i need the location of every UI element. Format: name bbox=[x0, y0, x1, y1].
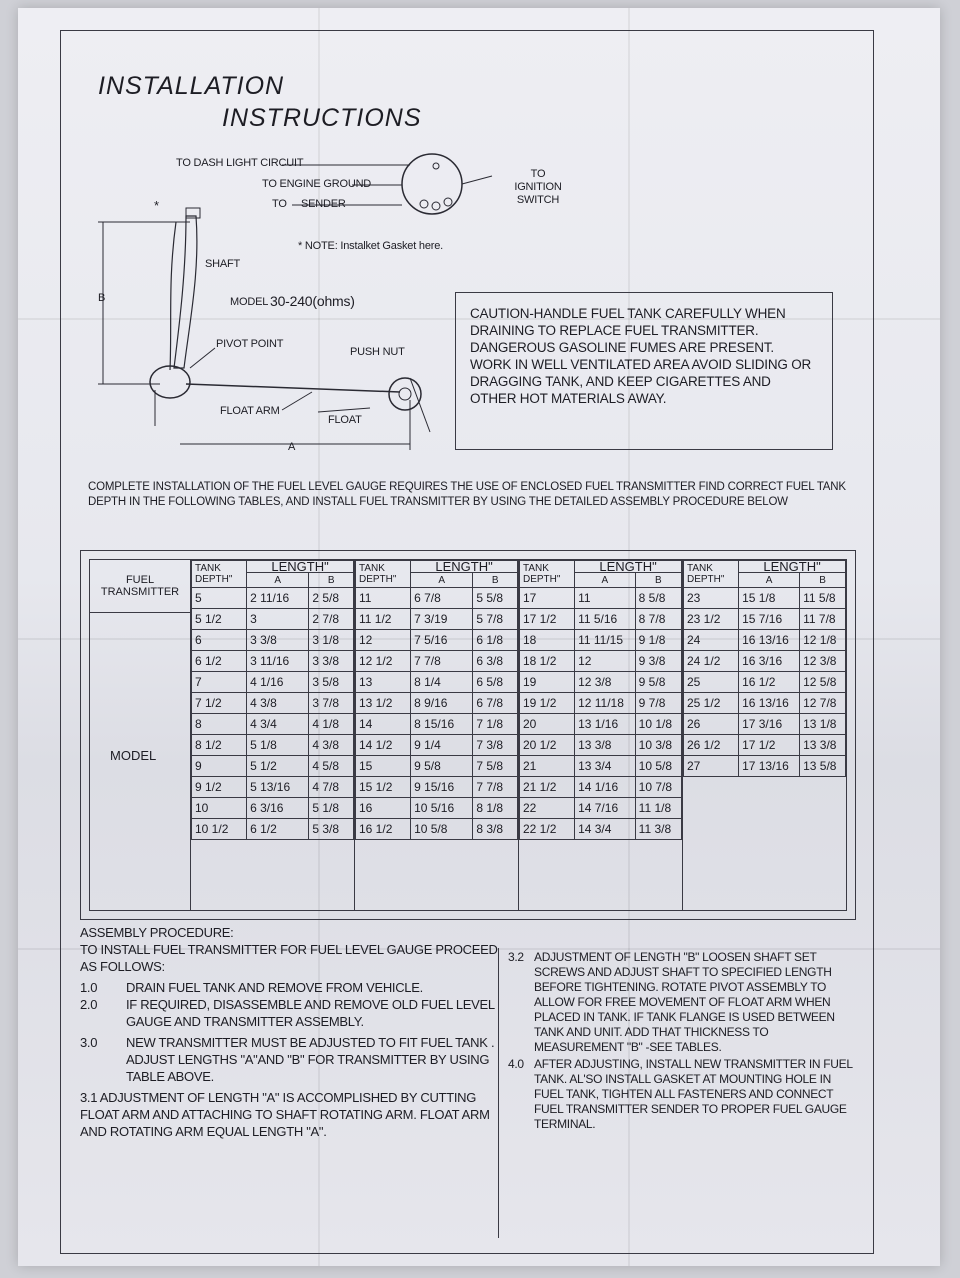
tank-depth-cell: 20 1/2 bbox=[520, 735, 575, 756]
tank-depth-cell: 20 bbox=[520, 714, 575, 735]
tank-depth-cell: 6 1/2 bbox=[192, 651, 247, 672]
tank-depth-cell: 18 1/2 bbox=[520, 651, 575, 672]
length-b-cell: 10 1/8 bbox=[635, 714, 681, 735]
float-leader bbox=[318, 408, 370, 412]
length-a-cell: 6 1/2 bbox=[247, 819, 309, 840]
tank-depth-cell: 22 1/2 bbox=[520, 819, 575, 840]
table-row bbox=[192, 588, 354, 609]
col-a-header: A bbox=[247, 573, 309, 588]
table-row bbox=[192, 609, 354, 630]
tank-depth-header: TANK DEPTH" bbox=[684, 561, 739, 588]
label-float: FLOAT bbox=[328, 414, 362, 426]
length-a-cell: 7 5/16 bbox=[411, 630, 473, 651]
length-a-cell: 16 13/16 bbox=[739, 630, 800, 651]
table-row bbox=[192, 672, 354, 693]
table-row bbox=[356, 798, 518, 819]
length-b-cell: 4 3/8 bbox=[309, 735, 354, 756]
length-b-cell: 13 1/8 bbox=[800, 714, 846, 735]
tank-depth-cell: 17 1/2 bbox=[520, 609, 575, 630]
length-b-cell: 6 1/8 bbox=[473, 630, 518, 651]
label-engine-ground: TO ENGINE GROUND bbox=[262, 178, 372, 190]
length-b-cell: 10 7/8 bbox=[635, 777, 681, 798]
length-b-cell: 12 5/8 bbox=[800, 672, 846, 693]
caution-box: CAUTION-HANDLE FUEL TANK CAREFULLY WHEN DRAINING TO REPLACE FUEL TRANSMITTER. DANGEROUS GASOLINE FUMES ARE PRESENT. WORK IN WELL VENTILATED AREA AVOID SLIDING OR DRAGGING TANK, AND KEEP CIGARETTES AND OTHER HOT MATERIALS AWAY. bbox=[455, 292, 833, 450]
length-b-cell: 2 5/8 bbox=[309, 588, 354, 609]
length-a-cell: 12 3/8 bbox=[575, 672, 636, 693]
length-b-cell: 3 1/8 bbox=[309, 630, 354, 651]
length-a-cell: 17 3/16 bbox=[739, 714, 800, 735]
tank-depth-header: TANK DEPTH" bbox=[192, 561, 247, 588]
push-nut-line bbox=[410, 378, 430, 432]
length-header: LENGTH" bbox=[739, 561, 846, 573]
tank-depth-cell: 15 1/2 bbox=[356, 777, 411, 798]
length-b-cell: 8 3/8 bbox=[473, 819, 518, 840]
length-b-cell: 6 3/8 bbox=[473, 651, 518, 672]
col-a-header: A bbox=[739, 573, 800, 588]
table-group-4 bbox=[683, 560, 846, 910]
float-inner bbox=[399, 388, 411, 400]
title-instructions: INSTRUCTIONS bbox=[222, 104, 422, 132]
table-row bbox=[192, 777, 354, 798]
table-row bbox=[192, 735, 354, 756]
table-row bbox=[684, 714, 846, 735]
label-a: A bbox=[288, 441, 296, 453]
length-b-cell: 7 3/8 bbox=[473, 735, 518, 756]
length-a-cell: 5 1/2 bbox=[247, 756, 309, 777]
tank-depth-cell: 16 1/2 bbox=[356, 819, 411, 840]
length-a-cell: 8 1/4 bbox=[411, 672, 473, 693]
length-a-cell: 5 13/16 bbox=[247, 777, 309, 798]
table-row bbox=[192, 651, 354, 672]
length-a-cell: 9 15/16 bbox=[411, 777, 473, 798]
table-row bbox=[520, 651, 682, 672]
tank-depth-cell: 23 bbox=[684, 588, 739, 609]
length-a-cell: 14 3/4 bbox=[575, 819, 636, 840]
length-b-cell: 9 7/8 bbox=[635, 693, 681, 714]
length-b-cell: 3 7/8 bbox=[309, 693, 354, 714]
length-a-cell: 16 3/16 bbox=[739, 651, 800, 672]
length-a-cell: 11 bbox=[575, 588, 636, 609]
table-row bbox=[356, 756, 518, 777]
table-group-1 bbox=[191, 560, 355, 910]
length-a-cell: 15 1/8 bbox=[739, 588, 800, 609]
assembly-procedure-left bbox=[80, 924, 500, 1140]
tank-depth-cell: 14 1/2 bbox=[356, 735, 411, 756]
label-gasket-note: * NOTE: Instalket Gasket here. bbox=[298, 240, 444, 252]
table-row bbox=[192, 819, 354, 840]
shaft-ground-wire bbox=[170, 222, 176, 370]
length-a-cell: 4 1/16 bbox=[247, 672, 309, 693]
col-b-header: B bbox=[635, 573, 681, 588]
table-row bbox=[192, 798, 354, 819]
length-a-cell: 8 9/16 bbox=[411, 693, 473, 714]
tank-depth-cell: 13 1/2 bbox=[356, 693, 411, 714]
gauge-terminal-i bbox=[444, 198, 452, 206]
length-b-cell: 12 3/8 bbox=[800, 651, 846, 672]
length-b-cell: 5 5/8 bbox=[473, 588, 518, 609]
tank-depth-cell: 7 bbox=[192, 672, 247, 693]
length-b-cell: 5 3/8 bbox=[309, 819, 354, 840]
table-row bbox=[520, 714, 682, 735]
length-table bbox=[89, 559, 847, 911]
length-a-cell: 7 7/8 bbox=[411, 651, 473, 672]
label-b: B bbox=[98, 292, 106, 304]
length-a-cell: 14 7/16 bbox=[575, 798, 636, 819]
step-3-1: 3.1 ADJUSTMENT OF LENGTH "A" IS ACCOMPLISHED BY CUTTING FLOAT ARM AND ATTACHING TO SHAFT ROTATING ARM. FLOAT ARM AND ROTATING ARM EQUAL LENGTH "A". bbox=[80, 1090, 490, 1139]
table-row bbox=[520, 588, 682, 609]
table-row bbox=[356, 672, 518, 693]
table-row bbox=[356, 651, 518, 672]
table-row bbox=[684, 756, 846, 777]
tank-depth-cell: 27 bbox=[684, 756, 739, 777]
length-b-cell: 4 1/8 bbox=[309, 714, 354, 735]
tank-depth-cell: 13 bbox=[356, 672, 411, 693]
length-b-cell: 7 1/8 bbox=[473, 714, 518, 735]
length-a-cell: 7 3/19 bbox=[411, 609, 473, 630]
label-model-value: 30-240(ohms) bbox=[270, 293, 355, 309]
length-b-cell: 9 5/8 bbox=[635, 672, 681, 693]
length-a-cell: 9 1/4 bbox=[411, 735, 473, 756]
gauge-terminal-s bbox=[420, 200, 428, 208]
label-model: MODEL bbox=[230, 296, 269, 308]
length-b-cell: 12 1/8 bbox=[800, 630, 846, 651]
col-b-header: B bbox=[800, 573, 846, 588]
tank-depth-cell: 14 bbox=[356, 714, 411, 735]
assembly-heading: ASSEMBLY PROCEDURE: bbox=[80, 925, 234, 940]
step-3-number: 3.0 bbox=[80, 1035, 98, 1050]
float-arm-line bbox=[186, 384, 400, 392]
table-row bbox=[192, 714, 354, 735]
tank-depth-cell: 16 bbox=[356, 798, 411, 819]
length-a-cell: 5 1/8 bbox=[247, 735, 309, 756]
length-header: LENGTH" bbox=[247, 561, 354, 573]
table-row bbox=[684, 735, 846, 756]
length-b-cell: 8 7/8 bbox=[635, 609, 681, 630]
table-row bbox=[684, 630, 846, 651]
table-row bbox=[520, 756, 682, 777]
length-b-cell: 11 7/8 bbox=[800, 609, 846, 630]
length-b-cell: 11 3/8 bbox=[635, 819, 681, 840]
length-a-cell: 16 13/16 bbox=[739, 693, 800, 714]
label-shaft: SHAFT bbox=[205, 258, 241, 270]
tank-depth-cell: 19 bbox=[520, 672, 575, 693]
length-a-cell: 2 11/16 bbox=[247, 588, 309, 609]
length-a-cell: 3 11/16 bbox=[247, 651, 309, 672]
step-2 bbox=[80, 996, 500, 1030]
tank-depth-cell: 10 bbox=[192, 798, 247, 819]
col-a-header: A bbox=[575, 573, 636, 588]
length-a-cell: 12 bbox=[575, 651, 636, 672]
length-b-cell: 8 1/8 bbox=[473, 798, 518, 819]
table-row bbox=[520, 672, 682, 693]
tank-depth-cell: 5 1/2 bbox=[192, 609, 247, 630]
tank-depth-cell: 5 bbox=[192, 588, 247, 609]
length-a-cell: 17 13/16 bbox=[739, 756, 800, 777]
table-row bbox=[356, 693, 518, 714]
tank-depth-cell: 24 bbox=[684, 630, 739, 651]
tank-depth-cell: 9 bbox=[192, 756, 247, 777]
length-b-cell: 7 7/8 bbox=[473, 777, 518, 798]
length-a-cell: 11 5/16 bbox=[575, 609, 636, 630]
assembly-divider bbox=[498, 948, 499, 1238]
tank-depth-cell: 8 bbox=[192, 714, 247, 735]
tank-depth-cell: 12 1/2 bbox=[356, 651, 411, 672]
label-sender: TO SENDER bbox=[272, 198, 346, 210]
length-a-cell: 8 15/16 bbox=[411, 714, 473, 735]
step-1-number: 1.0 bbox=[80, 980, 98, 995]
tank-depth-cell: 11 1/2 bbox=[356, 609, 411, 630]
length-a-cell: 15 7/16 bbox=[739, 609, 800, 630]
table-row bbox=[684, 672, 846, 693]
table-row bbox=[520, 819, 682, 840]
table-row bbox=[192, 630, 354, 651]
table-row bbox=[192, 756, 354, 777]
length-b-cell: 5 1/8 bbox=[309, 798, 354, 819]
length-a-cell: 4 3/8 bbox=[247, 693, 309, 714]
tank-depth-cell: 15 bbox=[356, 756, 411, 777]
step-2-number: 2.0 bbox=[80, 997, 98, 1012]
length-a-cell: 6 3/16 bbox=[247, 798, 309, 819]
step-2-text: IF REQUIRED, DISASSEMBLE AND REMOVE OLD FUEL LEVEL GAUGE AND TRANSMITTER ASSEMBLY. bbox=[126, 997, 495, 1029]
tank-depth-cell: 7 1/2 bbox=[192, 693, 247, 714]
label-asterisk: * bbox=[154, 198, 159, 213]
length-a-cell: 10 5/16 bbox=[411, 798, 473, 819]
length-b-cell: 5 7/8 bbox=[473, 609, 518, 630]
tank-depth-header: TANK DEPTH" bbox=[356, 561, 411, 588]
tank-depth-cell: 23 1/2 bbox=[684, 609, 739, 630]
label-float-arm: FLOAT ARM bbox=[220, 405, 280, 417]
length-a-cell: 11 11/15 bbox=[575, 630, 636, 651]
step-3-text: NEW TRANSMITTER MUST BE ADJUSTED TO FIT FUEL TANK . ADJUST LENGTHS "A"AND "B" FOR TRANSMITTER BY USING TABLE ABOVE. bbox=[126, 1035, 495, 1084]
length-a-cell: 14 1/16 bbox=[575, 777, 636, 798]
table-row bbox=[684, 693, 846, 714]
step-4-number: 4.0 bbox=[508, 1057, 524, 1071]
tank-depth-header: TANK DEPTH" bbox=[520, 561, 575, 588]
table-group-3 bbox=[519, 560, 683, 910]
table-row bbox=[356, 735, 518, 756]
step-4 bbox=[508, 1057, 858, 1132]
shaft-tube bbox=[174, 216, 197, 368]
tank-depth-cell: 24 1/2 bbox=[684, 651, 739, 672]
length-b-cell: 10 5/8 bbox=[635, 756, 681, 777]
table-row bbox=[684, 609, 846, 630]
tank-depth-cell: 22 bbox=[520, 798, 575, 819]
length-a-cell: 13 3/4 bbox=[575, 756, 636, 777]
table-row bbox=[684, 651, 846, 672]
length-b-cell: 12 7/8 bbox=[800, 693, 846, 714]
length-b-cell: 10 3/8 bbox=[635, 735, 681, 756]
pivot-body bbox=[150, 366, 190, 398]
model-label: MODEL bbox=[110, 748, 157, 763]
table-row bbox=[520, 630, 682, 651]
length-b-cell: 11 1/8 bbox=[635, 798, 681, 819]
label-dash-light: TO DASH LIGHT CIRCUIT bbox=[176, 157, 304, 169]
tank-depth-cell: 10 1/2 bbox=[192, 819, 247, 840]
length-b-cell: 9 3/8 bbox=[635, 651, 681, 672]
table-row bbox=[520, 798, 682, 819]
length-b-cell: 13 3/8 bbox=[800, 735, 846, 756]
col-a-header: A bbox=[411, 573, 473, 588]
table-group-2 bbox=[355, 560, 519, 910]
fuel-transmitter-column bbox=[90, 560, 191, 910]
length-a-cell: 16 1/2 bbox=[739, 672, 800, 693]
length-b-cell: 4 5/8 bbox=[309, 756, 354, 777]
step-3-2-text: ADJUSTMENT OF LENGTH "B" LOOSEN SHAFT SET SCREWS AND ADJUST SHAFT TO SPECIFIED LENGTH BEFORE TIGHTENING. ROTATE PIVOT ASSEMBLY TO ALLOW FOR FREE MOVEMENT OF FLOAT ARM WHEN PLACED IN TANK. IF TANK FLANGE IS USED BETWEEN TANK AND UNIT. ADD THAT THICKNESS TO MEASUREMENT "B" -SEE TABLES. bbox=[534, 950, 835, 1054]
length-b-cell: 7 5/8 bbox=[473, 756, 518, 777]
fuel-transmitter-header: FUEL TRANSMITTER bbox=[90, 560, 190, 613]
tank-depth-cell: 26 1/2 bbox=[684, 735, 739, 756]
tank-depth-cell: 18 bbox=[520, 630, 575, 651]
length-b-cell: 9 1/8 bbox=[635, 630, 681, 651]
table-row bbox=[192, 693, 354, 714]
length-b-cell: 13 5/8 bbox=[800, 756, 846, 777]
tank-depth-cell: 21 bbox=[520, 756, 575, 777]
table-row bbox=[356, 714, 518, 735]
length-b-cell: 11 5/8 bbox=[800, 588, 846, 609]
tank-depth-cell: 6 bbox=[192, 630, 247, 651]
tank-depth-cell: 19 1/2 bbox=[520, 693, 575, 714]
col-b-header: B bbox=[473, 573, 518, 588]
step-3-2-number: 3.2 bbox=[508, 950, 524, 964]
table-row bbox=[520, 609, 682, 630]
length-b-cell: 2 7/8 bbox=[309, 609, 354, 630]
length-a-cell: 6 7/8 bbox=[411, 588, 473, 609]
length-a-cell: 17 1/2 bbox=[739, 735, 800, 756]
table-row bbox=[356, 609, 518, 630]
table-row bbox=[520, 693, 682, 714]
length-b-cell: 6 7/8 bbox=[473, 693, 518, 714]
tank-depth-cell: 11 bbox=[356, 588, 411, 609]
length-b-cell: 8 5/8 bbox=[635, 588, 681, 609]
tank-depth-cell: 12 bbox=[356, 630, 411, 651]
tank-depth-cell: 9 1/2 bbox=[192, 777, 247, 798]
length-b-cell: 3 3/8 bbox=[309, 651, 354, 672]
table-row bbox=[520, 735, 682, 756]
float-arm-leader bbox=[282, 392, 312, 410]
length-b-cell: 4 7/8 bbox=[309, 777, 354, 798]
sender-diagram bbox=[0, 0, 500, 470]
step-4-text: AFTER ADJUSTING, INSTALL NEW TRANSMITTER IN FUEL TANK. AL'SO INSTALL GASKET AT MOUNTING HOLE IN FUEL TANK, TIGHTEN ALL FASTENERS AND CONNECT FUEL TRANSMITTER SENDER TO PROPER FUEL GAUGE TERMINAL. bbox=[534, 1057, 853, 1131]
length-a-cell: 10 5/8 bbox=[411, 819, 473, 840]
length-a-cell: 3 bbox=[247, 609, 309, 630]
length-a-cell: 9 5/8 bbox=[411, 756, 473, 777]
wire-ignition bbox=[462, 176, 492, 184]
tank-depth-cell: 21 1/2 bbox=[520, 777, 575, 798]
col-b-header: B bbox=[309, 573, 354, 588]
length-a-cell: 12 11/18 bbox=[575, 693, 636, 714]
length-b-cell: 3 5/8 bbox=[309, 672, 354, 693]
gauge-lamp bbox=[433, 163, 439, 169]
length-table-frame bbox=[80, 550, 856, 920]
tank-depth-cell: 25 1/2 bbox=[684, 693, 739, 714]
table-row bbox=[356, 630, 518, 651]
table-row bbox=[684, 588, 846, 609]
label-pivot-point: PIVOT POINT bbox=[216, 338, 284, 350]
length-header: LENGTH" bbox=[575, 561, 682, 573]
step-3-2 bbox=[508, 950, 858, 1055]
length-header: LENGTH" bbox=[411, 561, 518, 573]
table-row bbox=[356, 819, 518, 840]
step-1 bbox=[80, 979, 500, 996]
assembly-procedure-right bbox=[508, 950, 858, 1132]
tank-depth-cell: 17 bbox=[520, 588, 575, 609]
intro-paragraph: COMPLETE INSTALLATION OF THE FUEL LEVEL GAUGE REQUIRES THE USE OF ENCLOSED FUEL TRANSMITTER FIND CORRECT FUEL TANK DEPTH IN THE FOLLOWING TABLES, AND INSTALL FUEL TRANSMITTER BY USING THE DETAILED ASSEMBLY PROCEDURE BELOW bbox=[88, 481, 846, 508]
label-ignition: TO IGNITION SWITCH bbox=[514, 168, 562, 206]
step-3 bbox=[80, 1034, 500, 1085]
length-a-cell: 13 3/8 bbox=[575, 735, 636, 756]
tank-depth-cell: 8 1/2 bbox=[192, 735, 247, 756]
label-push-nut: PUSH NUT bbox=[350, 346, 405, 358]
length-a-cell: 3 3/8 bbox=[247, 630, 309, 651]
length-a-cell: 4 3/4 bbox=[247, 714, 309, 735]
length-b-cell: 6 5/8 bbox=[473, 672, 518, 693]
tank-depth-cell: 25 bbox=[684, 672, 739, 693]
assembly-intro: TO INSTALL FUEL TRANSMITTER FOR FUEL LEVEL GAUGE PROCEED AS FOLLOWS: bbox=[80, 942, 498, 974]
table-row bbox=[356, 588, 518, 609]
tank-depth-cell: 26 bbox=[684, 714, 739, 735]
title-installation: INSTALLATION bbox=[98, 72, 285, 100]
step-1-text: DRAIN FUEL TANK AND REMOVE FROM VEHICLE. bbox=[126, 980, 423, 995]
length-a-cell: 13 1/16 bbox=[575, 714, 636, 735]
table-row bbox=[520, 777, 682, 798]
table-row bbox=[356, 777, 518, 798]
pivot-leader bbox=[190, 348, 215, 368]
gauge-terminal-g bbox=[432, 202, 440, 210]
